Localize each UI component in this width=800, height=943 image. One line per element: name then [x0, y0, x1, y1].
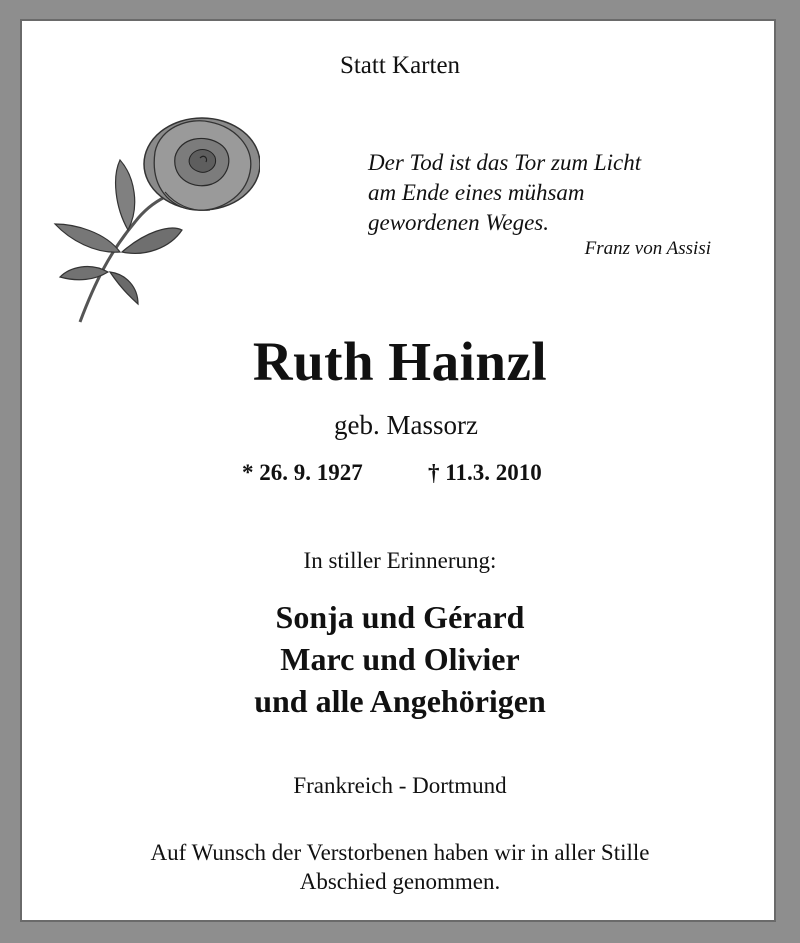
death-date: † 11.3. 2010 [428, 460, 542, 485]
memory-heading: In stiller Erinnerung: [303, 548, 497, 573]
deceased-name: Ruth Hainzl [252, 331, 548, 392]
quote-line: am Ende eines mühsam [368, 180, 585, 205]
quote-line: Der Tod ist das Tor zum Licht [368, 150, 642, 175]
note-line: Abschied genommen. [299, 869, 501, 894]
header-text: Statt Karten [339, 52, 461, 79]
birth-date: * 26. 9. 1927 [242, 460, 363, 485]
family-line: und alle Angehörigen [254, 683, 546, 719]
quote [368, 148, 728, 238]
maiden-name: geb. Massorz [334, 410, 478, 440]
farewell-note [0, 838, 800, 896]
family-list [0, 596, 800, 722]
rose-icon [50, 112, 260, 327]
family-line: Sonja und Gérard [275, 599, 525, 635]
note-line: Auf Wunsch der Verstorbenen haben wir in aller Stille [150, 840, 650, 865]
family-line: Marc und Olivier [280, 641, 520, 677]
quote-line: gewordenen Weges. [368, 210, 549, 235]
quote-author: Franz von Assisi [584, 238, 711, 259]
place-text: Frankreich - Dortmund [293, 773, 507, 798]
